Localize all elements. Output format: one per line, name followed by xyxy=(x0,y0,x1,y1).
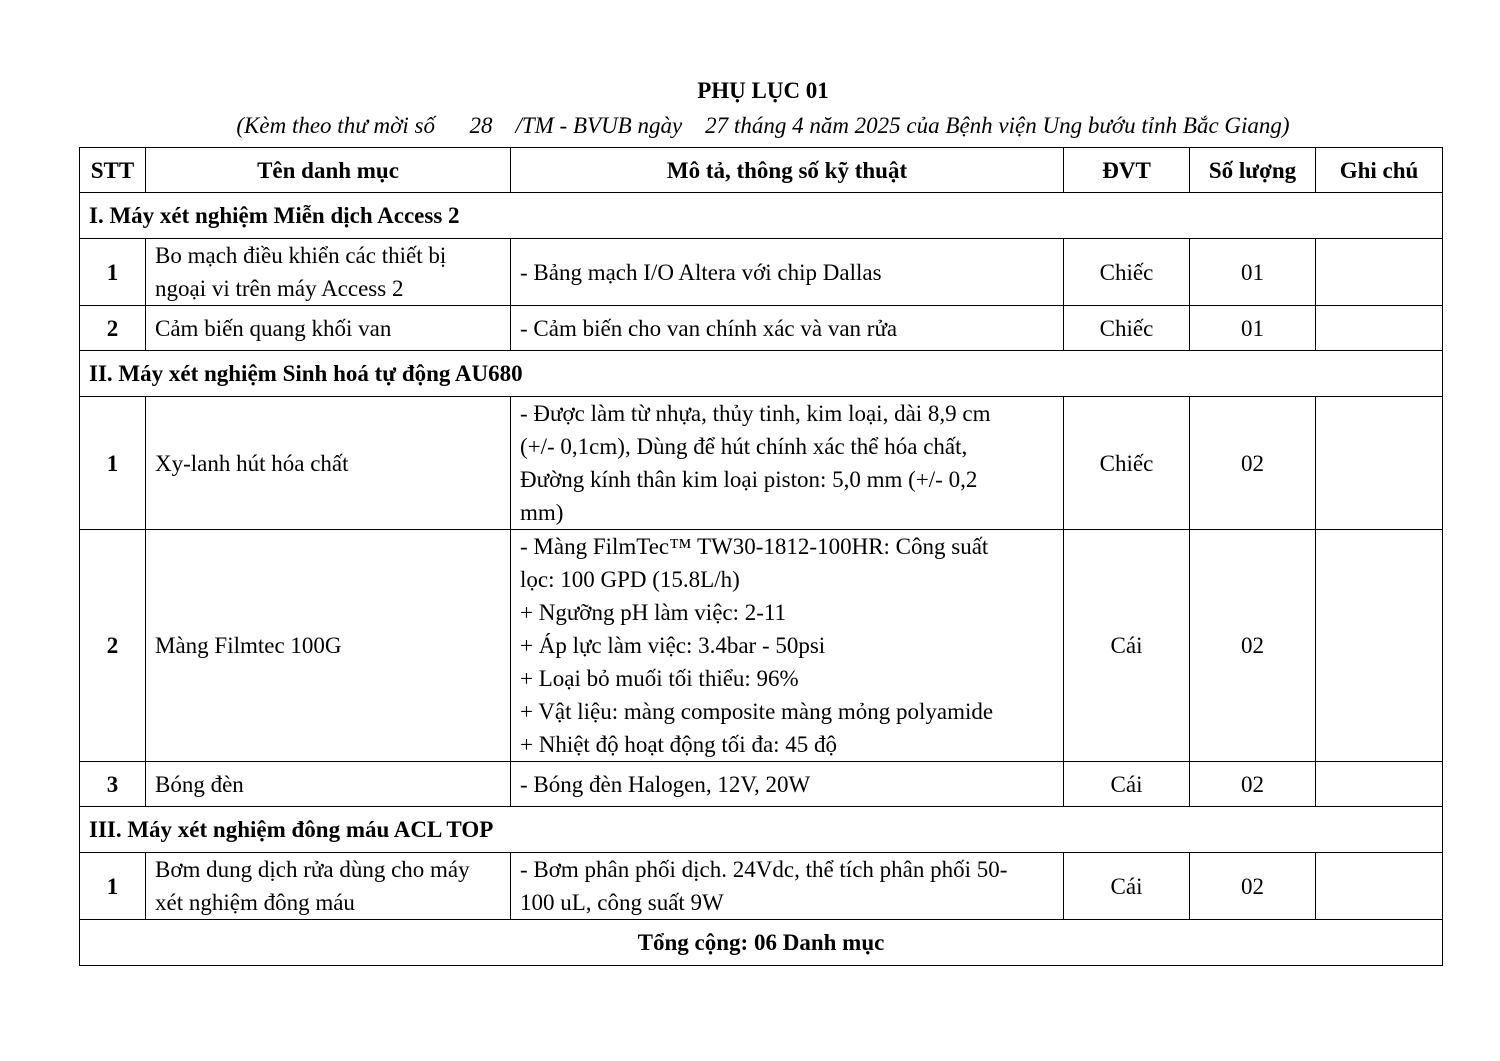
desc-line: Đường kính thân kim loại piston: 5,0 mm (+/- 0,2 xyxy=(520,467,978,492)
column-header-desc: Mô tả, thông số kỹ thuật xyxy=(511,148,1064,193)
section-row xyxy=(80,351,1443,397)
page-title: PHỤ LỤC 01 xyxy=(697,78,829,103)
section-row xyxy=(80,193,1443,239)
cell-unit: Cái xyxy=(1064,853,1190,920)
table-header-row xyxy=(80,148,1443,193)
column-header-qty: Số lượng xyxy=(1190,148,1316,193)
column-header-unit: ĐVT xyxy=(1064,148,1190,193)
desc-line: - Màng FilmTec™ TW30-1812-100HR: Công suất xyxy=(520,534,989,559)
desc-line: + Ngưỡng pH làm việc: 2-11 xyxy=(520,600,787,625)
table-row xyxy=(80,853,1443,920)
desc-line: - Cảm biến cho van chính xác và van rửa xyxy=(520,315,898,341)
cell-stt: 3 xyxy=(80,762,146,807)
cell-stt: 1 xyxy=(80,239,146,306)
desc-line: - Bảng mạch I/O Altera với chip Dallas xyxy=(520,259,882,285)
total-label: Tổng cộng: 06 Danh mục xyxy=(80,920,1443,966)
column-header-note: Ghi chú xyxy=(1316,148,1443,193)
cell-name: Cảm biến quang khối van xyxy=(146,306,511,351)
cell-desc xyxy=(511,397,1064,530)
cell-unit: Chiếc xyxy=(1064,306,1190,351)
section-heading: III. Máy xét nghiệm đông máu ACL TOP xyxy=(80,807,1443,853)
cell-name: Xy-lanh hút hóa chất xyxy=(146,397,511,530)
desc-line: (+/- 0,1cm), Dùng để hút chính xác thể hóa chất, xyxy=(520,434,968,459)
cell-qty: 02 xyxy=(1190,397,1316,530)
cell-note xyxy=(1316,397,1443,530)
cell-note xyxy=(1316,530,1443,762)
cell-note xyxy=(1316,306,1443,351)
cell-stt: 1 xyxy=(80,397,146,530)
cell-name: Bóng đèn xyxy=(146,762,511,807)
cell-stt: 2 xyxy=(80,306,146,351)
cell-unit: Chiếc xyxy=(1064,397,1190,530)
cell-desc xyxy=(511,239,1064,306)
cell-desc xyxy=(511,530,1064,762)
cell-unit: Chiếc xyxy=(1064,239,1190,306)
cell-stt: 1 xyxy=(80,853,146,920)
cell-note xyxy=(1316,853,1443,920)
section-heading: II. Máy xét nghiệm Sinh hoá tự động AU680 xyxy=(80,351,1443,397)
desc-line: + Loại bỏ muối tối thiểu: 96% xyxy=(520,666,799,691)
table-row xyxy=(80,762,1443,807)
desc-line: + Áp lực làm việc: 3.4bar - 50psi xyxy=(520,633,826,658)
cell-stt: 2 xyxy=(80,530,146,762)
cell-note xyxy=(1316,762,1443,807)
cell-note xyxy=(1316,239,1443,306)
cell-desc xyxy=(511,853,1064,920)
cell-qty: 02 xyxy=(1190,530,1316,762)
table-row xyxy=(80,397,1443,530)
desc-line: 100 uL, công suất 9W xyxy=(520,890,724,915)
cell-desc xyxy=(511,306,1064,351)
cell-name: Bơm dung dịch rửa dùng cho máy xét nghiệm đông máu xyxy=(146,853,511,920)
desc-line: + Nhiệt độ hoạt động tối đa: 45 độ xyxy=(520,732,838,757)
cell-name: Màng Filmtec 100G xyxy=(146,530,511,762)
cell-qty: 02 xyxy=(1190,762,1316,807)
page-subtitle: (Kèm theo thư mời số 28 /TM - BVUB ngày 27 tháng 4 năm 2025 của Bệnh viện Ung bướu tỉnh Bắc Giang) xyxy=(236,113,1290,138)
column-header-name: Tên danh mục xyxy=(146,148,511,193)
desc-line: - Bóng đèn Halogen, 12V, 20W xyxy=(520,771,811,797)
column-header-stt: STT xyxy=(80,148,146,193)
cell-desc xyxy=(511,762,1064,807)
cell-name: Bo mạch điều khiển các thiết bị ngoại vi trên máy Access 2 xyxy=(146,239,511,306)
table-row xyxy=(80,306,1443,351)
desc-line: - Bơm phân phối dịch. 24Vdc, thể tích phân phối 50- xyxy=(520,857,1008,882)
section-heading: I. Máy xét nghiệm Miễn dịch Access 2 xyxy=(80,193,1443,239)
table-row xyxy=(80,530,1443,762)
desc-line: lọc: 100 GPD (15.8L/h) xyxy=(520,567,740,592)
total-row xyxy=(80,920,1443,966)
cell-unit: Cái xyxy=(1064,530,1190,762)
cell-qty: 02 xyxy=(1190,853,1316,920)
section-row xyxy=(80,807,1443,853)
appendix-table xyxy=(79,147,1443,966)
desc-line: + Vật liệu: màng composite màng mỏng polyamide xyxy=(520,699,994,724)
table-row xyxy=(80,239,1443,306)
desc-line: - Được làm từ nhựa, thủy tinh, kim loại, dài 8,9 cm xyxy=(520,401,991,426)
desc-line: mm) xyxy=(520,500,564,525)
cell-qty: 01 xyxy=(1190,306,1316,351)
cell-unit: Cái xyxy=(1064,762,1190,807)
cell-qty: 01 xyxy=(1190,239,1316,306)
